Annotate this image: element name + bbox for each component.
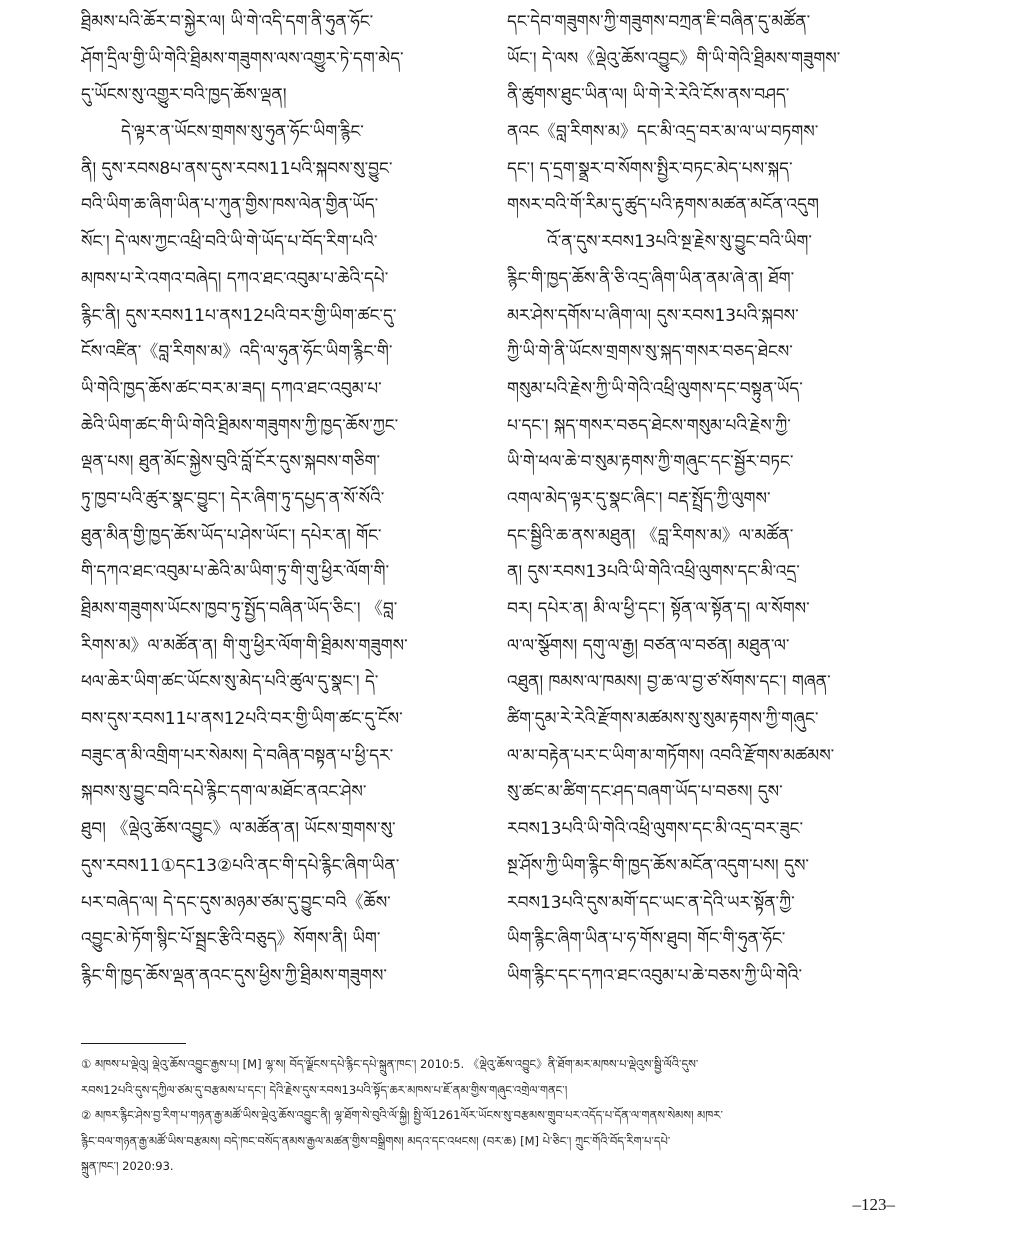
right-column-line: ན། དུས་རབས13པའི་ཡི་གེའི་འཕྲི་ལུགས་དང་མི་འདྲ་ (507, 562, 800, 583)
left-text-column (81, 4, 487, 995)
footnote-line: ② མཁར་རྙིང་ཤེས་བྱ་རིག་པ་གཉན་རྒྱ་མཚོ་ཡིས་ལྡེའུ་ཆོས་འབྱུང་ནི། ལྷ་ཐོག་སེ་བུའི་ལོ་སྐྱི། སྤྱི་ལོ1261ལོར་ཡོངས་སུ་བརྩམས་གྲུབ་པར་འདོད་པ་དོན་ལ་གནས་སེམས། མཁར་ (81, 1108, 723, 1122)
right-column-line: བར། དཔེར་ན། མི་ལ་ཕྱི་དང་། སྟོན་ལ་སྟོན་ད། ལ་སོགས་ (507, 599, 810, 619)
right-column-line: འོ་ན་དུས་རབས13པའི་སྔ་རྗེས་སུ་བྱུང་བའི་ཡིག་ (547, 232, 812, 253)
left-column-line: ཏུ་ཁྱབ་པའི་ཚུར་སྣང་བྱུང་། དེར་ཞིག་ཏུ་དཔྱད་ན་སོ་སོའི་ (81, 488, 385, 509)
left-column-line: དུས་རབས11①དང13②པའི་ནང་གི་དཔེ་རྙིང་ཞིག་ཡིན་ (81, 855, 400, 876)
right-column-line: རབས13པའི་ཡི་གེའི་འཕྲི་ལུགས་དང་མི་འདྲ་བར་ཟུང་ (507, 819, 804, 840)
right-column-line: འགལ་མེད་ལྟར་དུ་སྣང་ཞིང་། བརྡ་སྤྲོད་ཀྱི་ལུགས་ (507, 488, 771, 509)
right-column-line: དང་དེབ་གཟུགས་ཀྱི་གཟུགས་བཀྲན་ཇི་བཞིན་དུ་མཚོན་ (507, 12, 811, 32)
left-column-line: ཆེའི་ཡིག་ཚང་གི་ཡི་གེའི་ཐྲིམས་གཟུགས་ཀྱི་ཁྱད་ཆོས་ཀྱང་ (81, 415, 399, 436)
right-column-line: ཀྱི་ཡི་གེ་ནི་ཡོངས་གྲགས་སུ་སྐད་གསར་བཅད་ཐེངས་ (507, 342, 793, 363)
left-column-line: རིགས་མ》ལ་མཚོན་ན། གི་གུ་ཕྱིར་ལོག་གི་ཐྲིམས་གཟུགས་ (81, 635, 408, 656)
left-column-line: ཐྲིམས་པའི་ཆོར་བ་སྐྱེར་ལ། ཡི་གེ་འདི་དག་ནི་ཧུན་ཧོང་ (81, 12, 374, 32)
left-column-line: འབྱུང་མེ་ཏོག་སྙིང་པོ་སྦྲང་རྩིའི་བཅུད》སོགས་ནི། ཡིག་ (81, 929, 381, 950)
left-column-line: སྐབས་སུ་བྱུང་བའི་དཔེ་རྙིང་དག་ལ་མཐོང་ནའང་ཤེས་ (81, 782, 367, 803)
right-column-line: ཡོང་། དེ་ལས《ལྡེའུ་ཆོས་འབྱུང》གི་ཡི་གེའི་ཐྲིམས་གཟུགས་ (507, 48, 841, 69)
right-column-line: ནའང《བླ་རིགས་མ》དང་མི་འདྲ་བར་མ་ལ་ཡ་བཏགས་ (507, 122, 819, 143)
left-column-line: ཐྲིམས་གཟུགས་ཡོངས་ཁྱབ་ཏུ་སྤྱོད་བཞིན་ཡོད་ཅིང་། 《བླ་ (81, 599, 398, 619)
right-column-line: ཡིག་རྙིང་ཞིག་ཡིན་པ་ཧ་གོས་ཐུབ། གོང་གི་ཧུན་ཧོང་ (507, 929, 786, 950)
left-column-line: དེ་ལྟར་ན་ཡོངས་གྲགས་སུ་ཧུན་ཧོང་ཡིག་རྙིང་ (121, 122, 364, 143)
right-column-line: ཚིག་དུམ་རེ་རེའི་རྫོགས་མཚམས་སུ་སུམ་རྟགས་ཀྱི་གཞུང་ (507, 709, 819, 730)
left-column-line: བའི་ཡིག་ཆ་ཞིག་ཡིན་པ་ཀུན་གྱིས་ཁས་ལེན་གྱིན་ཡོད་ (81, 195, 379, 216)
left-column-line: ཐུབ། 《ལྡེའུ་ཆོས་འབྱུང》ལ་མཚོན་ན། ཡོངས་གྲགས་སུ་ (81, 819, 396, 840)
right-column-line: དང་སྦྱིའི་ཆ་ནས་མཐུན། 《བླ་རིགས་མ》ལ་མཚོན་ (507, 525, 794, 546)
page-number: –123– (852, 1195, 895, 1214)
right-column-line: སྔ་ཤོས་ཀྱི་ཡིག་རྙིང་གི་ཁྱད་ཆོས་མངོན་འདུག་པས། དུས་ (507, 855, 809, 876)
right-column-line: པ་དང་། སྐད་གསར་བཅད་ཐེངས་གསུམ་པའི་རྗེས་ཀྱི་ (507, 415, 791, 436)
footnote-line: ① མཁས་པ་ལྡེའུ། ལྡེའུ་ཆོས་འབྱུང་རྒྱས་པ། [M] ལྷ་ས། བོད་ལྗོངས་དཔེ་རྙིང་དཔེ་སྐྲུན་ཁང་། 2010:5. 《ལྡེའུ་ཆོས་འབྱུང》ནི་ཐོག་མར་མཁས་པ་ལྡེའུས་སྦྱི་ལོའི་དུས་ (81, 1057, 699, 1071)
footnotes (81, 1052, 896, 1180)
left-column-line: ཕལ་ཆེར་ཡིག་ཚང་ཡོངས་སུ་མེད་པའི་ཚུལ་དུ་སྣང་། དེ་ (81, 672, 379, 693)
right-column-line: དང་། ད་དྲག་སྣྲར་བ་སོགས་སྤྱིར་བཏང་མེད་པས་སྐད་ (507, 158, 793, 179)
right-column-line: ཡི་གེ་ཕལ་ཆེ་བ་སུམ་རྟགས་ཀྱི་གཞུང་དང་སྦྱོར་བཏང་ (507, 452, 794, 473)
right-column-line: རབས13པའི་དུས་མགོ་དང་ཡང་ན་དེའི་ཡར་སྟོན་ཀྱི་ (507, 892, 795, 913)
left-column-line: བཟུང་ན་མི་འགྲིག་པར་སེམས། དེ་བཞིན་བསྟན་པ་ཕྱི་དར་ (81, 745, 394, 766)
left-column-line: དུ་ཡོངས་སུ་འགྱུར་བའི་ཁྱད་ཆོས་ལྡན། (81, 85, 287, 106)
footnote-line: སྐྲུན་ཁང་། 2020:93. (81, 1159, 174, 1173)
left-column-line: བས་དུས་རབས11པ་ནས12པའི་བར་གྱི་ཡིག་ཚང་དུ་ངོས་ (81, 709, 403, 730)
left-column-line: སོང་། དེ་ལས་ཀྱང་འཕྲི་བའི་ཡི་གེ་ཡོད་པ་བོད་རིག་པའི་ (81, 232, 378, 253)
right-column-line: གསར་བའི་གོ་རིམ་དུ་ཚུད་པའི་རྟགས་མཚན་མངོན་འདུག (507, 195, 819, 216)
left-column-line: ཤོག་དྲིལ་གྱི་ཡི་གེའི་ཐྲིམས་གཟུགས་ལས་འགྱུར་ཏེ་དག་མེད་ (81, 48, 404, 69)
left-column-line: གི་དཀའ་ཐང་འབུམ་པ་ཆེའི་མ་ཡིག་ཏུ་གི་གུ་ཕྱིར་ལོག་གི་ (81, 562, 390, 583)
right-column-line: ནི་ཚུགས་ཐུང་ཡིན་ལ། ཡི་གེ་རེ་རེའི་ངོས་ནས་བཤད་ (507, 85, 790, 106)
right-column-line: ལ་མ་བརྟེན་པར་ང་ཡིག་མ་གཏོགས། འབའི་རྫོགས་མཚམས་ (507, 745, 835, 766)
left-column-line: ངོས་འཛིན་《བླ་རིགས་མ》འདི་ལ་ཧུན་ཧོང་ཡིག་རྙིང་གི་ (81, 342, 393, 363)
left-column-line: མཁས་པ་རེ་འགའ་བཞེད། དཀའ་ཐང་འབུམ་པ་ཆེའི་དཔེ་ (81, 268, 389, 289)
right-column-line: མར་ཤེས་དགོས་པ་ཞིག་ལ། དུས་རབས13པའི་སྐབས་ (507, 305, 799, 326)
right-text-column (507, 4, 913, 995)
left-column-line: པར་བཞེད་ལ། དེ་དང་དུས་མཉམ་ཙམ་དུ་བྱུང་བའི《ཆོས་ (81, 892, 391, 913)
footnote-separator (81, 1043, 186, 1044)
left-column-line: ཐུན་མིན་གྱི་ཁྱད་ཆོས་ཡོད་པ་ཤེས་ཡོང་། དཔེར་ན། གོང་ (81, 525, 382, 546)
left-column-line: རྙིང་ནི། དུས་རབས11པ་ནས12པའི་བར་གྱི་ཡིག་ཚང་དུ་ (81, 305, 397, 326)
left-column-line: ཡི་གེའི་ཁྱད་ཆོས་ཚང་བར་མ་ཟད། དཀའ་ཐང་འབུམ་པ་ (81, 378, 382, 399)
left-column-line: ལྡན་པས། ཐུན་མོང་སྐྱེས་བུའི་བློ་ངོར་དུས་སྐབས་གཅིག་ (81, 452, 381, 473)
right-column-line: གསུམ་པའི་རྗེས་ཀྱི་ཡི་གེའི་འཕྲི་ལུགས་དང་བསྟུན་ཡོད་ (507, 378, 803, 399)
right-column-line: སུ་ཚང་མ་ཚིག་དང་ཤད་བཞག་ཡོད་པ་བཅས། དུས་ (507, 782, 783, 803)
left-column-line: ནི། དུས་རབས8པ་ནས་དུས་རབས11པའི་སྐབས་སུ་བྱུང་ (81, 158, 393, 179)
footnote-line: རབས12པའི་དུས་དཀྱིལ་ཙམ་དུ་བརྩམས་པ་དང་། དེའི་རྗེས་དུས་རབས13པའི་སྟོད་ཆར་མཁས་པ་ཇོ་ནམ་གྱིས་གཞུང་འགྲེལ་གནང་། (81, 1082, 568, 1097)
left-column-line: རྙིང་གི་ཁྱད་ཆོས་ལྡན་ནའང་དུས་ཕྱིས་ཀྱི་ཐྲིམས་གཟུགས་ (81, 965, 387, 986)
right-column-line: འཐུན། ཁམས་ལ་ཁམས། བྱ་ཆ་ལ་བྱ་ཙ་སོགས་དང་། གཞན་ (507, 672, 831, 693)
right-column-line: ལ་ལ་སྩོགས། དགུ་ལ་རྒྱ། བཙན་ལ་བཙན། མཐུན་ལ་ (507, 635, 790, 656)
right-column-line: ཡིག་རྙིང་དང་དཀའ་ཐང་འབུམ་པ་ཆེ་བཅས་ཀྱི་ཡི་གེའི་ (507, 965, 803, 986)
right-column-line: རྙིང་གི་ཁྱད་ཆོས་ནི་ཅི་འདྲ་ཞིག་ཡིན་ནམ་ཞེ་ན། ཐོག་ (507, 268, 795, 289)
footnote-line: རྙིང་བལ་གཉན་རྒྱ་མཚོ་ཡིས་བརྩམས། བདེ་ཁང་བསོད་ནམས་རྒྱལ་མཚན་གྱིས་བསྒྲིགས། མདའ་དང་འཕངས། (བར་ཆ) [M] པེ་ཅིང་། ཀྲུང་གོའི་བོད་རིག་པ་དཔེ་ (81, 1133, 671, 1148)
